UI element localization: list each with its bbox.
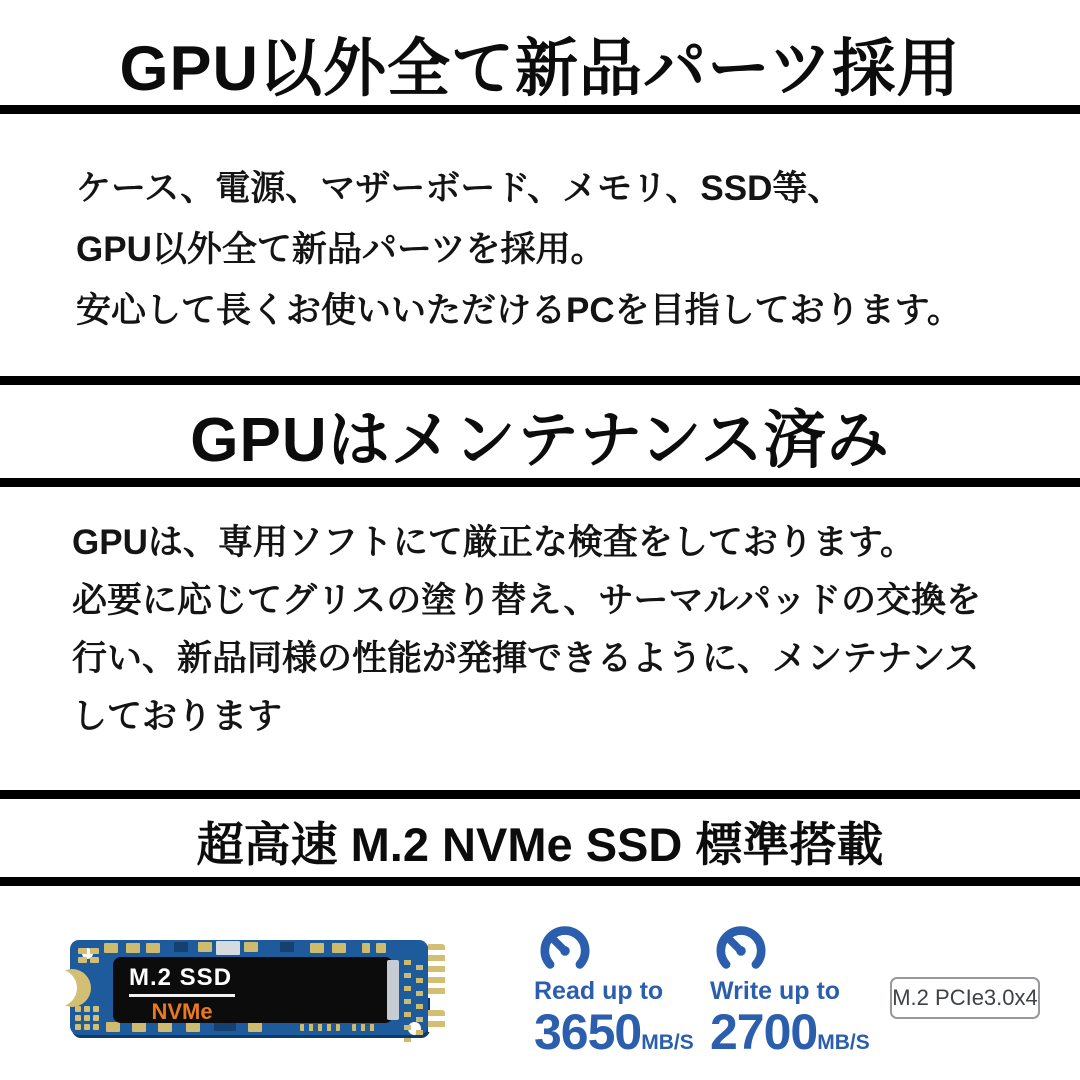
ssd-component	[146, 943, 160, 953]
section1-title: GPU以外全て新品パーツ採用	[119, 34, 961, 104]
speedometer-icon	[536, 924, 594, 974]
ssd-component	[300, 1024, 340, 1031]
ssd-component	[376, 943, 386, 953]
read-unit: MB/S	[641, 1031, 694, 1054]
divider-bar	[0, 478, 1080, 487]
divider-bar	[0, 790, 1080, 799]
section2-body	[72, 514, 981, 746]
write-value	[710, 1004, 896, 1060]
ssd-component	[362, 943, 370, 953]
ssd-component	[174, 942, 188, 952]
ssd-solder-pads	[404, 960, 424, 1042]
read-value	[534, 1004, 710, 1060]
write-label: Write up to	[710, 977, 841, 1005]
ssd-connector-pins	[428, 944, 445, 998]
ssd-illustration	[70, 926, 450, 1046]
ssd-pad-grid	[75, 1006, 99, 1030]
ssd-pad-grid	[78, 948, 99, 963]
ssd-label-underline	[129, 994, 235, 997]
divider-bar	[0, 105, 1080, 114]
section2-body-line: 必要に応じてグリスの塗り替え、サーマルパッドの交換を	[72, 581, 981, 620]
ssd-component	[332, 943, 346, 953]
section1-body-line: 安心して長くお使いいただけるPCを目指しております。	[76, 291, 962, 330]
ssd-component	[352, 1024, 378, 1031]
ssd-component	[248, 1022, 262, 1032]
ssd-component	[106, 1022, 120, 1032]
ssd-notch-cutout	[39, 969, 77, 1007]
write-unit: MB/S	[817, 1031, 870, 1054]
pcie-badge: M.2 PCIe3.0x4	[890, 977, 1040, 1019]
ssd-label	[113, 957, 393, 1023]
section2-title: GPUはメンテナンス済み	[190, 406, 890, 475]
read-label: Read up to	[534, 977, 664, 1005]
section1-body-line: GPU以外全て新品パーツを採用。	[76, 230, 606, 269]
divider-bar	[0, 877, 1080, 886]
speedometer-icon	[712, 924, 770, 974]
section1-body	[76, 158, 962, 341]
ssd-component	[244, 942, 258, 952]
ssd-component	[126, 943, 140, 953]
section2-body-line: 行い、新品同様の性能が発揮できるように、メンテナンス	[72, 639, 980, 678]
read-number: 3650	[534, 1004, 642, 1060]
section2-body-line: しております	[72, 697, 283, 736]
section2-body-line: GPUは、専用ソフトにて厳正な検査をしております。	[72, 523, 916, 562]
ssd-component	[216, 941, 240, 955]
ssd-component	[280, 942, 294, 952]
ssd-component	[104, 943, 118, 953]
ssd-label-title: M.2 SSD	[129, 964, 233, 991]
read-speed-stat	[534, 924, 710, 1060]
write-number: 2700	[710, 1004, 818, 1060]
section1-body-line: ケース、電源、マザーボード、メモリ、SSD等、	[76, 169, 843, 208]
ssd-component	[310, 943, 324, 953]
ssd-label-tab	[387, 960, 399, 1020]
ssd-label-nvme: NVMe	[151, 999, 213, 1024]
divider-bar	[0, 376, 1080, 385]
write-speed-stat	[710, 924, 896, 1060]
ssd-component	[198, 942, 212, 952]
section3-title: 超高速 M.2 NVMe SSD 標準搭載	[196, 818, 884, 871]
ssd-connector-pins	[428, 1010, 445, 1032]
